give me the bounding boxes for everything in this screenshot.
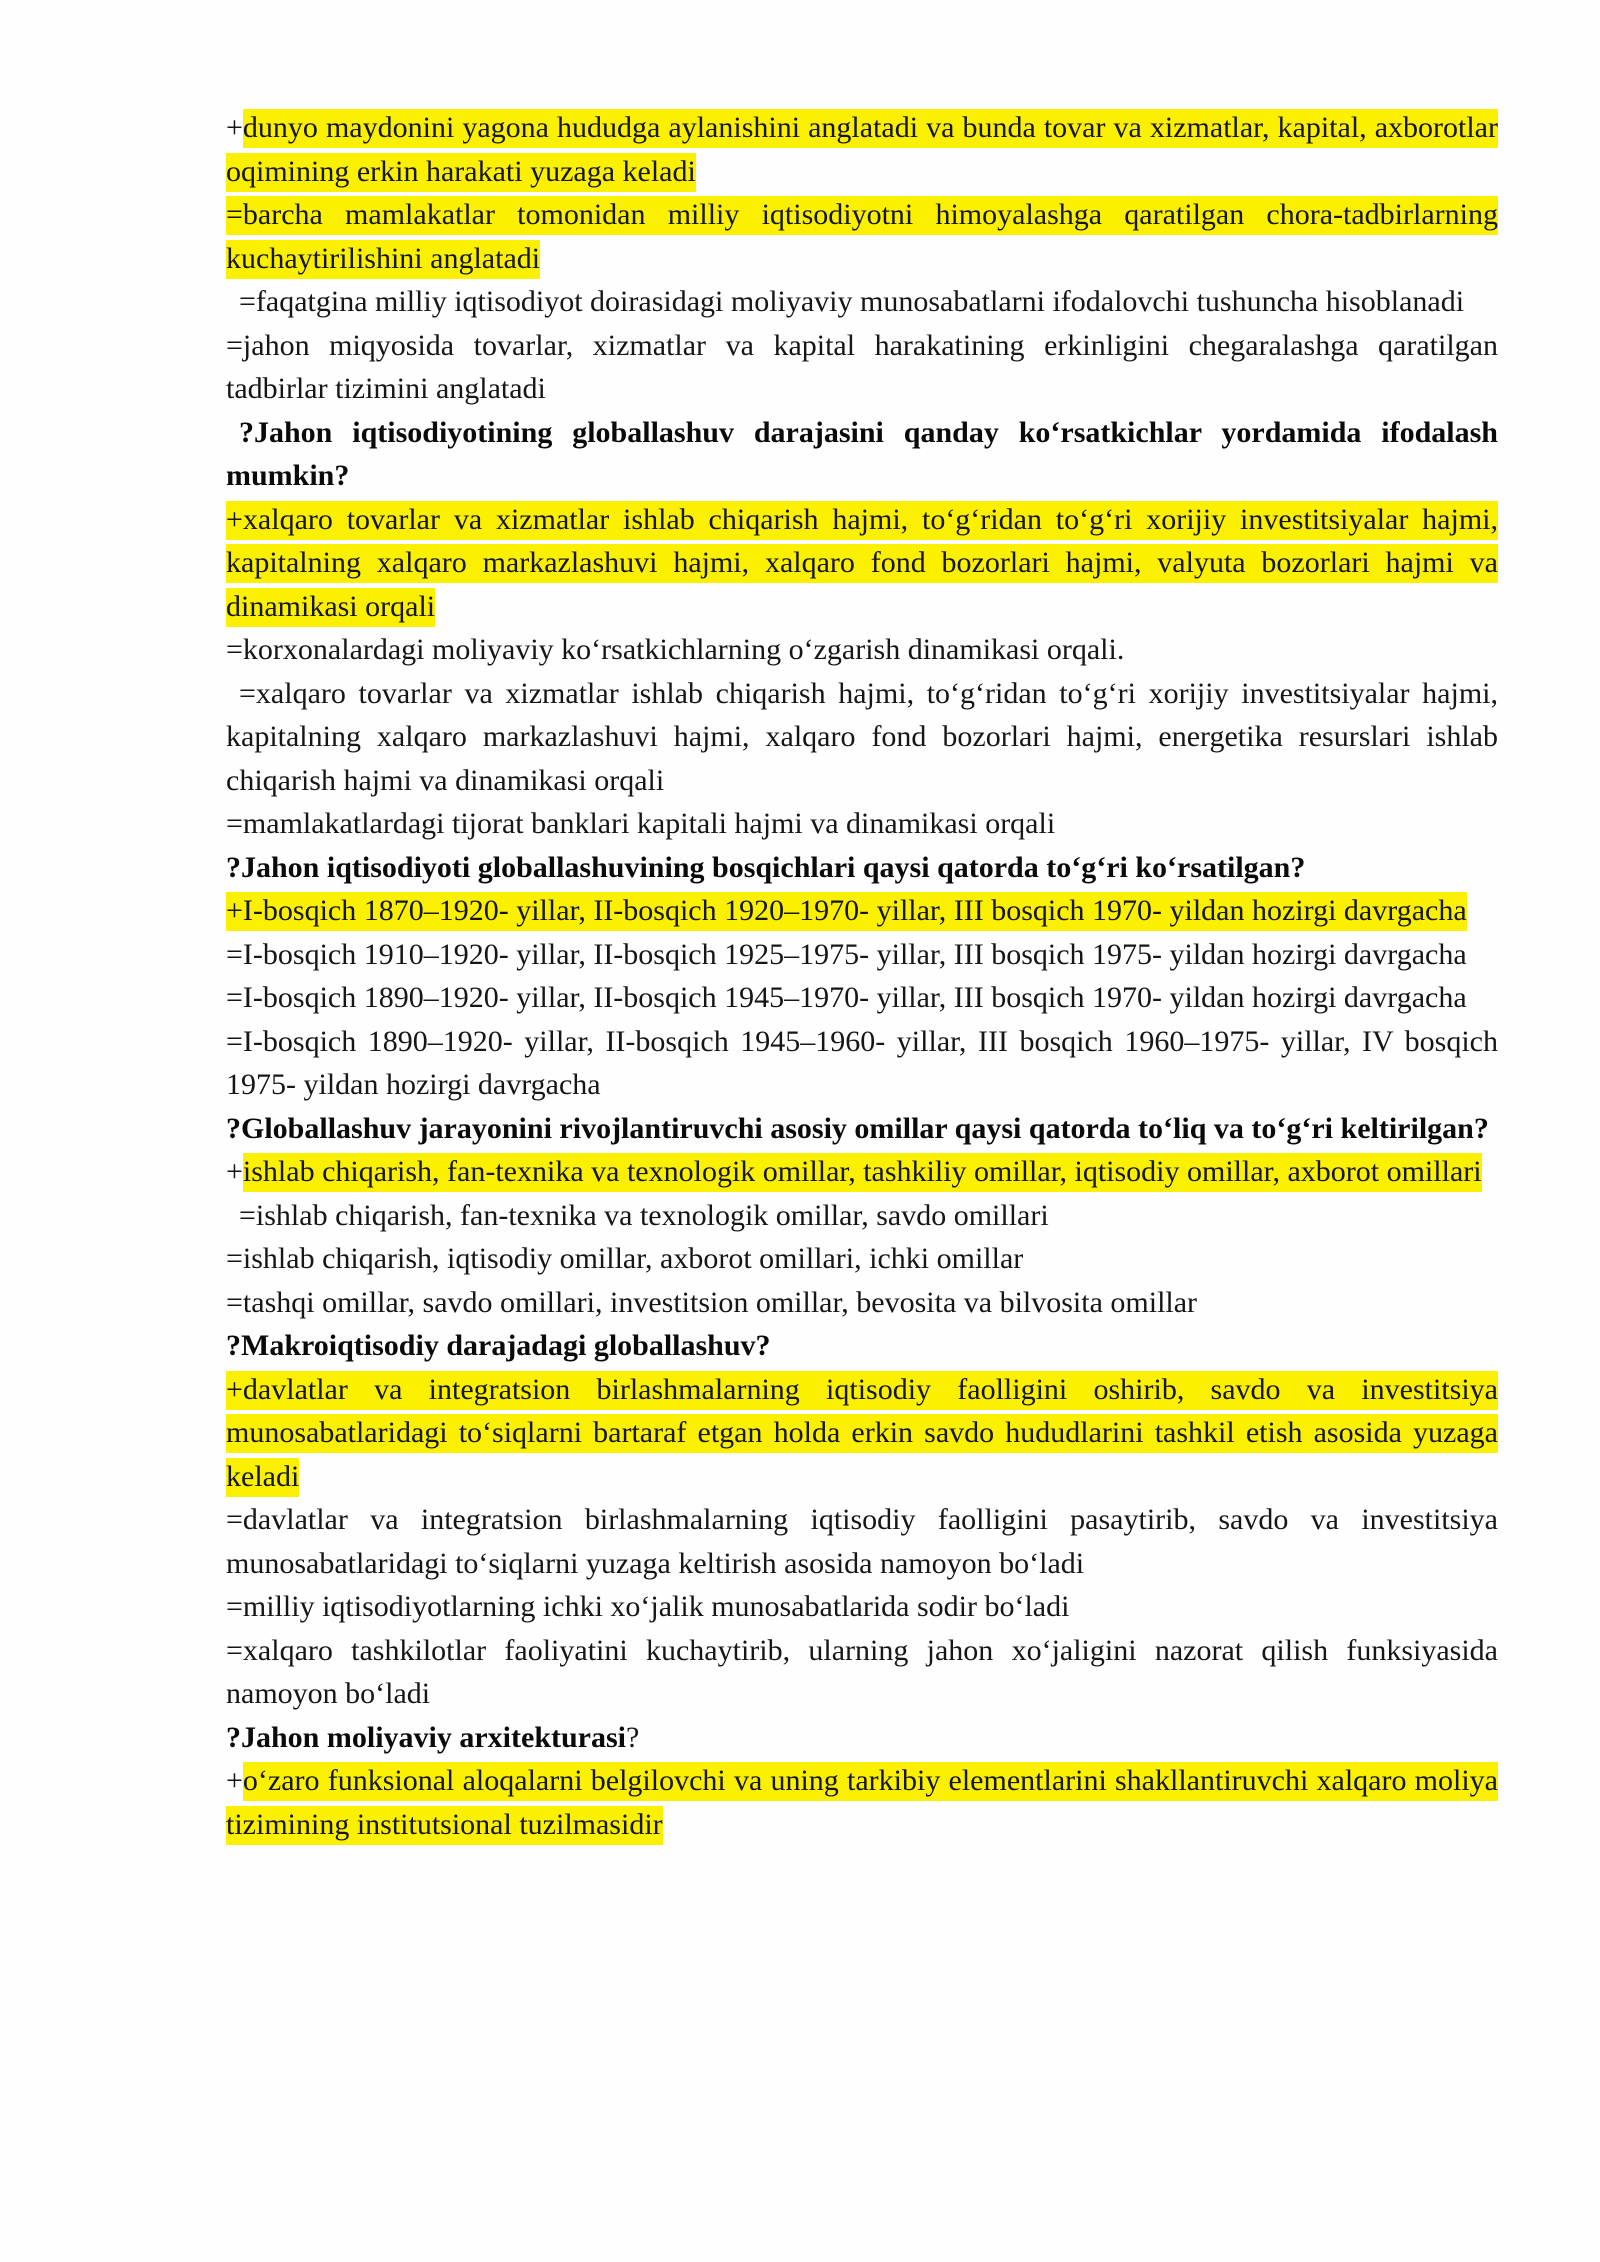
answer-paragraph [226,976,1498,1020]
question-text: Jahon iqtisodiyoti globallashuvining bosqichlari qaysi qatorda to‘g‘ri ko‘rsatilgan? [241,850,1306,884]
distractor-answer-marker: = [226,807,243,840]
answer-paragraph [226,1281,1498,1325]
question-text: Jahon moliyaviy arxitekturasi [241,1720,627,1754]
answer-paragraph [226,933,1498,977]
answer-paragraph [226,1020,1498,1107]
correct-answer-marker: + [226,501,243,540]
answer-text: korxonalardagi moliyaviy ko‘rsatkichlarning o‘zgarish dinamikasi orqali. [242,633,1125,666]
question-paragraph [226,1324,1498,1368]
question-bold-text [226,1329,771,1362]
distractor-answer-marker: = [239,676,256,710]
distractor-answer-marker: = [239,1198,256,1232]
answer-text: ishlab chiqarish, fan-texnika va texnologik omillar, savdo omillari [255,1198,1049,1232]
question-bold-text [226,1721,626,1754]
distractor-answer-marker: = [239,285,256,318]
question-marker: ? [226,1329,241,1362]
distractor-answer-marker: = [226,196,243,235]
answer-text: faqatgina milliy iqtisodiyot doirasidagi moliyaviy munosabatlarni ifodalovchi tushuncha hisoblanadi [255,285,1465,318]
answer-paragraph [226,802,1498,846]
distractor-answer-marker: = [226,1285,243,1319]
question-marker: ? [239,415,254,449]
distractor-answer-marker: = [226,981,243,1014]
answer-text: milliy iqtisodiyotlarning ichki xo‘jalik munosabatlarida sodir bo‘ladi [242,1590,1070,1623]
question-text: Makroiqtisodiy darajadagi globallashuv? [241,1329,771,1362]
distractor-answer-marker: = [226,1633,243,1667]
document-text [226,106,1498,1846]
answer-paragraph [226,193,1498,280]
answer-text: tashqi omillar, savdo omillari, investitsion omillar, bevosita va bilvosita omillar [242,1285,1198,1319]
answer-paragraph [226,1498,1498,1585]
question-tail: ? [626,1720,640,1754]
answer-text: davlatlar va integratsion birlashmalarning iqtisodiy faolligini oshirib, savdo va investitsiya munosabatlaridagi to‘siqlarni bartaraf etgan holda erkin savdo hududlarini tashkil etish asosida yuzaga keladi [226,1371,1498,1497]
answer-text: jahon miqyosida tovarlar, xizmatlar va kapital harakatining erkinligini chegaralashga qaratilgan tadbirlar tizimini anglatadi [226,328,1498,405]
answer-text: I-bosqich 1870–1920- yillar, II-bosqich 1920–1970- yillar, III bosqich 1970- yildan hozirgi davrgacha [243,892,1467,931]
answer-paragraph [226,1368,1498,1499]
answer-text: xalqaro tashkilotlar faoliyatini kuchaytirib, ularning jahon xo‘jaligini nazorat qilish funksiyasida namoyon bo‘ladi [226,1633,1498,1710]
answer-paragraph [226,1237,1498,1281]
answer-paragraph [226,106,1498,193]
distractor-answer-marker: = [226,328,243,362]
answer-text: I-bosqich 1890–1920- yillar, II-bosqich 1945–1970- yillar, III bosqich 1970- yildan hozirgi davrgacha [242,981,1467,1014]
answer-paragraph [226,672,1498,803]
correct-answer-marker: + [226,1764,243,1797]
answer-paragraph [226,1585,1498,1629]
answer-text: I-bosqich 1910–1920- yillar, II-bosqich 1925–1975- yillar, III bosqich 1975- yildan hozirgi davrgacha [242,937,1467,971]
question-bold-text [226,851,1305,884]
distractor-answer-marker: = [226,1503,243,1536]
question-text: Jahon iqtisodiyotining globallashuv darajasini qanday ko‘rsatkichlar yordamida ifodalash mumkin? [226,415,1498,492]
answer-text: xalqaro tovarlar va xizmatlar ishlab chiqarish hajmi, to‘g‘ridan to‘g‘ri xorijiy investitsiyalar hajmi, kapitalning xalqaro markazlashuvi hajmi, xalqaro fond bozorlari hajmi, valyuta bozorlari hajmi va dinamikasi orqali [226,501,1498,627]
answer-paragraph [226,1150,1498,1194]
answer-paragraph [226,498,1498,629]
answer-text: davlatlar va integratsion birlashmalarning iqtisodiy faolligini pasaytirib, savdo va investitsiya munosabatlaridagi to‘siqlarni yuzaga keltirish asosida namoyon bo‘ladi [226,1503,1498,1580]
answer-text: dunyo maydonini yagona hududga aylanishini anglatadi va bunda tovar va xizmatlar, kapital, axborotlar oqimining erkin harakati yuzaga keladi [226,109,1498,192]
answer-text: xalqaro tovarlar va xizmatlar ishlab chiqarish hajmi, to‘g‘ridan to‘g‘ri xorijiy investitsiyalar hajmi, kapitalning xalqaro markazlashuvi hajmi, xalqaro fond bozorlari hajmi, energetika resurslari ishlab chiqarish hajmi va dinamikasi orqali [226,676,1498,797]
answer-text: ishlab chiqarish, fan-texnika va texnologik omillar, tashkiliy omillar, iqtisodiy omillar, axborot omillari [243,1153,1482,1192]
question-bold-text [226,416,1498,493]
answer-text: I-bosqich 1890–1920- yillar, II-bosqich 1945–1960- yillar, III bosqich 1960–1975- yillar, IV bosqich 1975- yildan hozirgi davrgacha [226,1024,1498,1101]
answer-paragraph [226,889,1498,933]
correct-answer-marker: + [226,892,243,931]
question-paragraph [226,1716,1498,1760]
distractor-answer-marker: = [226,1024,243,1058]
question-bold-text [226,1112,1489,1145]
distractor-answer-marker: = [226,937,243,971]
question-marker: ? [226,1111,241,1145]
question-marker: ? [226,850,241,884]
answer-paragraph [226,1629,1498,1716]
distractor-answer-marker: = [226,1590,243,1623]
answer-paragraph [226,1759,1498,1846]
correct-answer-marker: + [226,1371,243,1410]
answer-text: mamlakatlardagi tijorat banklari kapitali hajmi va dinamikasi orqali [242,807,1056,840]
answer-text: barcha mamlakatlar tomonidan milliy iqtisodiyotni himoyalashga qaratilgan chora-tadbirlarning kuchaytirilishini anglatadi [226,196,1498,279]
answer-paragraph [226,628,1498,672]
answer-paragraph [226,1194,1498,1238]
answer-paragraph [226,324,1498,411]
answer-text: o‘zaro funksional aloqalarni belgilovchi va uning tarkibiy elementlarini shakllantiruvchi xalqaro moliya tizimining institutsional tuzilmasidir [226,1762,1498,1845]
question-paragraph [226,1107,1498,1151]
answer-paragraph [226,280,1498,324]
answer-text: ishlab chiqarish, iqtisodiy omillar, axborot omillari, ichki omillar [242,1242,1024,1275]
question-marker: ? [226,1720,241,1754]
distractor-answer-marker: = [226,633,243,666]
correct-answer-marker: + [226,111,243,144]
distractor-answer-marker: = [226,1242,243,1275]
question-text: Globallashuv jarayonini rivojlantiruvchi asosiy omillar qaysi qatorda to‘liq va to‘g‘ri keltirilgan? [241,1111,1489,1145]
question-paragraph [226,846,1498,890]
correct-answer-marker: + [226,1155,243,1188]
question-paragraph [226,411,1498,498]
